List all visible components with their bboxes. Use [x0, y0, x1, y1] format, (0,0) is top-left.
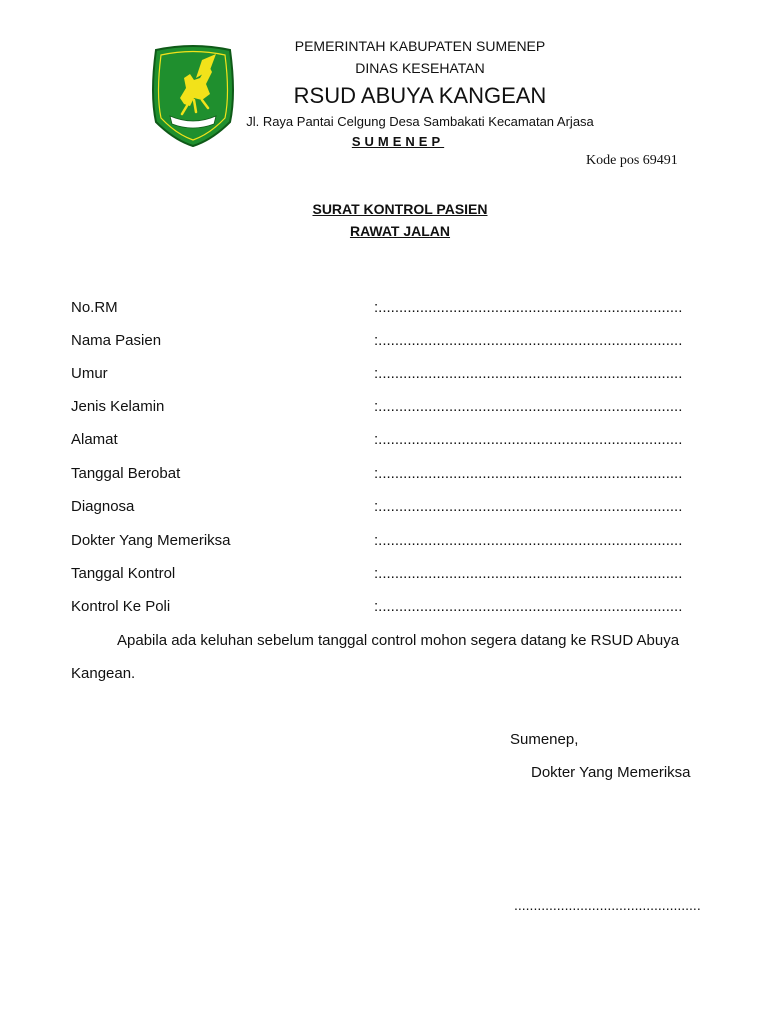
hospital-address: Jl. Raya Pantai Celgung Desa Sambakati Kecamatan Arjasa: [246, 114, 594, 129]
signature-role: Dokter Yang Memeriksa: [531, 764, 691, 781]
form-field-diagnosa[interactable]: :.........................................................................: [374, 498, 683, 515]
postal-code: Kode pos 69491: [586, 153, 678, 168]
document-title: SURAT KONTROL PASIEN: [312, 201, 488, 217]
form-field-alamat[interactable]: :.........................................................................: [374, 431, 683, 448]
form-label-dokter: Dokter Yang Memeriksa: [71, 532, 231, 549]
hospital-name: RSUD ABUYA KANGEAN: [293, 83, 547, 108]
note-paragraph-line2: Kangean.: [71, 665, 136, 682]
note-paragraph-line1: Apabila ada keluhan sebelum tanggal control mohon segera datang ke RSUD Abuya: [117, 632, 680, 649]
form-label-nama-pasien: Nama Pasien: [71, 332, 162, 349]
header-department: DINAS KESEHATAN: [355, 60, 485, 76]
document-subtitle: RAWAT JALAN: [349, 223, 451, 239]
form-label-no-rm: No.RM: [71, 299, 118, 316]
form-field-tanggal-kontrol[interactable]: :.........................................................................: [374, 565, 683, 582]
form-label-tanggal-berobat: Tanggal Berobat: [71, 465, 181, 482]
signature-place: Sumenep,: [510, 731, 579, 748]
form-label-kontrol-ke-poli: Kontrol Ke Poli: [71, 598, 171, 615]
form-field-no-rm[interactable]: :.........................................................................: [374, 299, 683, 316]
form-field-tanggal-berobat[interactable]: :.........................................................................: [374, 465, 683, 482]
signature-line[interactable]: ................................................: [514, 897, 701, 913]
header-city: SUMENEP: [351, 134, 445, 149]
form-field-dokter[interactable]: :.........................................................................: [374, 532, 683, 549]
form-field-umur[interactable]: :.........................................................................: [374, 365, 683, 382]
form-label-jenis-kelamin: Jenis Kelamin: [71, 398, 165, 415]
form-field-kontrol-ke-poli[interactable]: :.........................................................................: [374, 598, 683, 615]
form-label-diagnosa: Diagnosa: [71, 498, 135, 515]
form-label-umur: Umur: [71, 365, 108, 382]
form-field-nama-pasien[interactable]: :.........................................................................: [374, 332, 683, 349]
header-government: PEMERINTAH KABUPATEN SUMENEP: [294, 38, 546, 54]
form-field-jenis-kelamin[interactable]: :.........................................................................: [374, 398, 683, 415]
form-label-tanggal-kontrol: Tanggal Kontrol: [71, 565, 176, 582]
form-label-alamat: Alamat: [71, 431, 118, 448]
